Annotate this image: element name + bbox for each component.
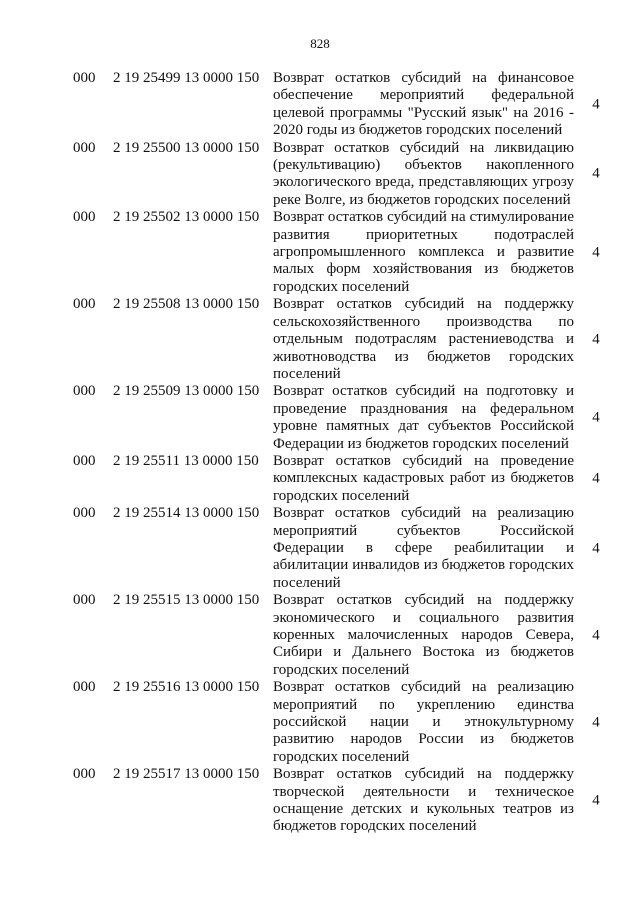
admin-code: 000 <box>73 139 96 156</box>
code-description: Возврат остатков субсидий на подготовку и проведение празднования на федеральном уровне памятных дат субъектов Российской Федерации из бюджетов городских поселений <box>273 383 574 452</box>
code-description: Возврат остатков субсидий на проведение комплексных кадастровых работ из бюджетов городских поселений <box>273 452 574 504</box>
admin-code: 000 <box>73 452 96 469</box>
budget-classification-code: 2 19 25514 13 0000 150 <box>113 505 260 522</box>
table-row <box>0 140 640 210</box>
code-description: Возврат остатков субсидий на ликвидацию (рекультивацию) объектов накопленного экологического вреда, представляющих угрозу реке Волге, из бюджетов городских поселений <box>273 139 574 208</box>
admin-code: 000 <box>73 383 96 400</box>
value-cell: 4 <box>592 409 600 426</box>
code-description: Возврат остатков субсидий на реализацию мероприятий по укреплению единства российской нации и этнокультурному развитию народов России из бюджетов городских поселений <box>273 679 574 765</box>
value-cell: 4 <box>592 714 600 731</box>
value-cell: 4 <box>592 539 600 556</box>
value-cell: 4 <box>592 331 600 348</box>
value-cell: 4 <box>592 96 600 113</box>
code-description: Возврат остатков субсидий на поддержку экономического и социального развития коренных малочисленных народов Севера, Сибири и Дальнего Востока из бюджетов городских поселений <box>273 592 574 678</box>
code-description: Возврат остатков субсидий на поддержку сельскохозяйственного производства по отдельным подотраслям растениеводства и животноводства из бюджетов городских поселений <box>273 296 574 382</box>
table-row <box>0 70 640 140</box>
admin-code: 000 <box>73 505 96 522</box>
admin-code: 000 <box>73 296 96 313</box>
table-row <box>0 296 640 383</box>
code-description: Возврат остатков субсидий на финансовое обеспечение мероприятий федеральной целевой программы "Русский язык" на 2016 - 2020 годы из бюджетов городских поселений <box>273 70 574 139</box>
value-cell: 4 <box>592 470 600 487</box>
budget-classification-code: 2 19 25511 13 0000 150 <box>113 452 259 469</box>
admin-code: 000 <box>73 592 96 609</box>
code-description: Возврат остатков субсидий на реализацию мероприятий субъектов Российской Федерации в сфере реабилитации и абилитации инвалидов из бюджетов городских поселений <box>273 505 574 591</box>
table-row <box>0 453 640 505</box>
admin-code: 000 <box>73 209 96 226</box>
budget-classification-code: 2 19 25515 13 0000 150 <box>113 592 260 609</box>
budget-classification-code: 2 19 25516 13 0000 150 <box>113 679 260 696</box>
table-row <box>0 766 640 836</box>
page-number: 828 <box>310 36 330 51</box>
table-row <box>0 679 640 766</box>
admin-code: 000 <box>73 70 96 86</box>
value-cell: 4 <box>592 165 600 182</box>
budget-classification-code: 2 19 25500 13 0000 150 <box>113 139 260 156</box>
table-row <box>0 505 640 592</box>
value-cell: 4 <box>592 627 600 643</box>
table-row <box>0 383 640 453</box>
budget-classification-code: 2 19 25509 13 0000 150 <box>113 383 260 400</box>
value-cell: 4 <box>592 244 600 261</box>
budget-classification-code: 2 19 25508 13 0000 150 <box>113 296 260 313</box>
budget-classification-code: 2 19 25502 13 0000 150 <box>113 209 260 226</box>
budget-classification-code: 2 19 25517 13 0000 150 <box>113 766 260 783</box>
budget-classification-code: 2 19 25499 13 0000 150 <box>113 70 260 86</box>
table-row <box>0 592 640 679</box>
codes-table <box>0 70 640 836</box>
value-cell: 4 <box>592 792 600 809</box>
table-row <box>0 209 640 296</box>
code-description: Возврат остатков субсидий на поддержку творческой деятельности и техническое оснащение детских и кукольных театров из бюджетов городских поселений <box>273 766 574 835</box>
admin-code: 000 <box>73 766 96 783</box>
code-description: Возврат остатков субсидий на стимулирование развития приоритетных подотраслей агропромышленного комплекса и развитие малых форм хозяйствования из бюджетов городских поселений <box>273 209 574 295</box>
admin-code: 000 <box>73 679 96 696</box>
